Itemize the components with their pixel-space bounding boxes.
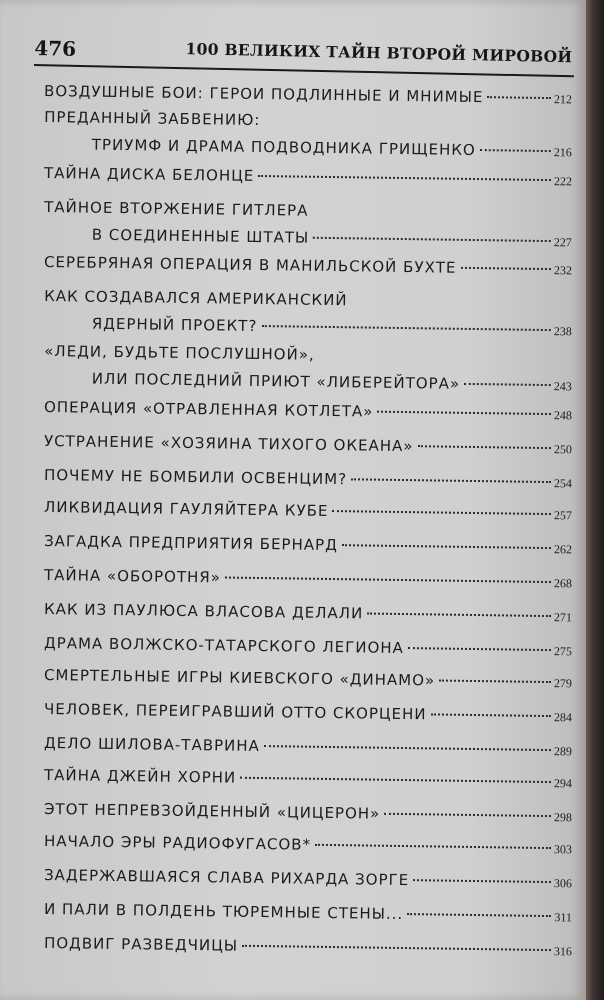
dot-leader [240, 777, 551, 783]
dot-leader [480, 149, 551, 152]
dot-leader [315, 844, 551, 849]
toc-entry-title: ПОДВИГ РАЗВЕДЧИЦЫ [43, 934, 239, 955]
toc-entry-title: ЛИКВИДАЦИЯ ГАУЛЯЙТЕРА КУБЕ [43, 498, 329, 520]
toc-entry-title: НАЧАЛО ЭРЫ РАДИОФУГАСОВ* [43, 832, 312, 854]
toc-entry-title: ТАЙНА «ОБОРОТНЯ» [43, 566, 222, 587]
toc-entry [44, 662, 572, 697]
dot-leader [367, 613, 551, 618]
toc-entry-page-number: 298 [553, 810, 573, 825]
toc-entry [44, 630, 572, 665]
dot-leader [313, 237, 551, 242]
dot-leader [264, 745, 551, 751]
toc-entry [44, 562, 572, 597]
toc-entry [44, 338, 573, 400]
toc-entry-title: ТРИУМФ И ДРАМА ПОДВОДНИКА ГРИЩЕНКО [91, 135, 476, 160]
toc-entry-title: И ПАЛИ В ПОЛДЕНЬ ТЮРЕМНЫЕ СТЕНЫ... [43, 900, 404, 924]
toc-entry [44, 462, 572, 497]
toc-entry [44, 828, 572, 863]
toc-entry-page-number: 316 [553, 944, 573, 959]
toc-entry [44, 494, 572, 529]
toc-entry-title: ЯДЕРНЫЙ ПРОЕКТ? [91, 314, 258, 335]
toc-entry-page-number: 284 [553, 710, 573, 725]
toc-entry-title: ТАЙНА ДИСКА БЕЛОНЦЕ [43, 164, 255, 185]
toc-entry-page-number: 311 [554, 910, 573, 925]
toc-entry [44, 862, 572, 897]
toc-entry [44, 696, 572, 731]
toc-entry-title: ИЛИ ПОСЛЕДНИЙ ПРИЮТ «ЛИБЕРЕЙТОРА» [91, 369, 461, 393]
toc-entry-title: КАК СОЗДАВАЛСЯ АМЕРИКАНСКИЙ [44, 287, 348, 310]
dot-leader [431, 713, 551, 717]
toc-entry-title: СЕРЕБРЯНАЯ ОПЕРАЦИЯ В МАНИЛЬСКОЙ БУХТЕ [43, 253, 457, 277]
toc-entry-title: ЭТОТ НЕПРЕВЗОЙДЕННЫЙ «ЦИЦЕРОН» [43, 800, 381, 823]
toc-entry-title: В СОЕДИНЕННЫЕ ШТАТЫ [91, 225, 310, 247]
dot-leader [407, 913, 551, 917]
toc-entry-title: ТАЙНОЕ ВТОРЖЕНИЕ ГИТЛЕРА [44, 198, 309, 220]
toc-entry [44, 249, 572, 284]
toc-entry [44, 428, 572, 463]
dot-leader [460, 267, 551, 270]
toc-entry [44, 160, 572, 195]
dot-leader [258, 175, 551, 181]
toc-entry-page-number: 294 [553, 776, 573, 791]
toc-entry-title: ПОЧЕМУ НЕ БОМБИЛИ ОСВЕНЦИМ? [43, 466, 348, 489]
toc-entry-page-number: 279 [553, 676, 573, 691]
toc-entry [44, 104, 573, 166]
page-number: 476 [34, 36, 77, 61]
toc-entry-title: ЗАГАДКА ПРЕДПРИЯТИЯ БЕРНАРД [43, 532, 338, 555]
dot-leader [487, 96, 551, 99]
toc-entry [44, 194, 573, 256]
toc-entry-title: ДЕЛО ШИЛОВА-ТАВРИНА [43, 734, 261, 756]
toc-entry [44, 283, 573, 345]
toc-entry-page-number: 262 [553, 542, 573, 557]
toc-entry [44, 896, 572, 931]
toc-entry-title: ДРАМА ВОЛЖСКО-ТАТАРСКОГО ЛЕГИОНА [43, 634, 404, 658]
dot-leader [464, 383, 551, 386]
toc-entry [44, 528, 572, 563]
dot-leader [332, 510, 551, 515]
dot-leader [351, 478, 551, 483]
toc-entry-page-number: 306 [553, 876, 573, 891]
toc-entry-page-number: 238 [553, 324, 572, 339]
toc-entry [44, 796, 572, 831]
toc-entry-title: ТАЙНА ДЖЕЙН ХОРНИ [43, 766, 237, 787]
dot-leader [377, 411, 551, 415]
toc-entry-page-number: 232 [553, 263, 573, 278]
toc-entry-page-number: 248 [553, 408, 573, 423]
toc-entry-page-number: 257 [553, 508, 573, 523]
dot-leader [242, 945, 551, 951]
toc-entry-page-number: 212 [553, 92, 573, 107]
dot-leader [408, 647, 551, 651]
toc-entry-title: СМЕРТЕЛЬНЫЕ ИГРЫ КИЕВСКОГО «ДИНАМО» [43, 666, 436, 690]
toc-entry-page-number: 268 [553, 576, 573, 591]
toc-entry-title: ВОЗДУШНЫЕ БОИ: ГЕРОИ ПОДЛИННЫЕ И МНИМЫЕ [43, 82, 484, 107]
toc-entry [44, 730, 572, 765]
toc-entry-title: ОПЕРАЦИЯ «ОТРАВЛЕННАЯ КОТЛЕТА» [43, 398, 374, 421]
toc-entry-title: ЗАДЕРЖАВШАЯСЯ СЛАВА РИХАРДА ЗОРГЕ [43, 866, 410, 890]
dot-leader [261, 325, 550, 331]
dot-leader [439, 680, 551, 684]
toc-entry-page-number: 254 [553, 476, 573, 491]
toc-entry-title: ПРЕДАННЫЙ ЗАБВЕНИЮ: [44, 108, 261, 130]
dot-leader [342, 544, 551, 549]
toc-entry-page-number: 243 [553, 379, 572, 394]
toc-entry-page-number: 222 [553, 174, 573, 189]
toc-entry-page-number: 271 [553, 610, 573, 625]
toc-entry [44, 762, 572, 797]
toc-entry-page-number: 227 [553, 235, 572, 250]
toc-entry-page-number: 216 [553, 145, 572, 160]
toc-entry-page-number: 250 [553, 442, 573, 457]
book-binding-edge [586, 0, 604, 1000]
dot-leader [384, 813, 551, 817]
toc-entry-title: УСТРАНЕНИЕ «ХОЗЯИНА ТИХОГО ОКЕАНА» [43, 432, 414, 456]
running-title: 100 ВЕЛИКИХ ТАЙН ВТОРОЙ МИРОВОЙ [185, 39, 573, 67]
toc-entry-title: «ЛЕДИ, БУДЬТЕ ПОСЛУШНОЙ», [44, 342, 315, 364]
toc-entry-title: ЧЕЛОВЕК, ПЕРЕИГРАВШИЙ ОТТО СКОРЦЕНИ [43, 700, 427, 724]
dot-leader [225, 577, 551, 584]
dot-leader [417, 445, 550, 449]
toc-entry [44, 930, 572, 965]
dot-leader [413, 879, 551, 883]
toc-entry [44, 596, 572, 631]
toc-entry-title: КАК ИЗ ПАУЛЮСА ВЛАСОВА ДЕЛАЛИ [43, 600, 364, 623]
toc-entry-page-number: 289 [553, 744, 573, 759]
toc-entry-page-number: 275 [553, 644, 573, 659]
toc-entry-page-number: 303 [553, 842, 573, 857]
toc-entry [44, 394, 572, 429]
